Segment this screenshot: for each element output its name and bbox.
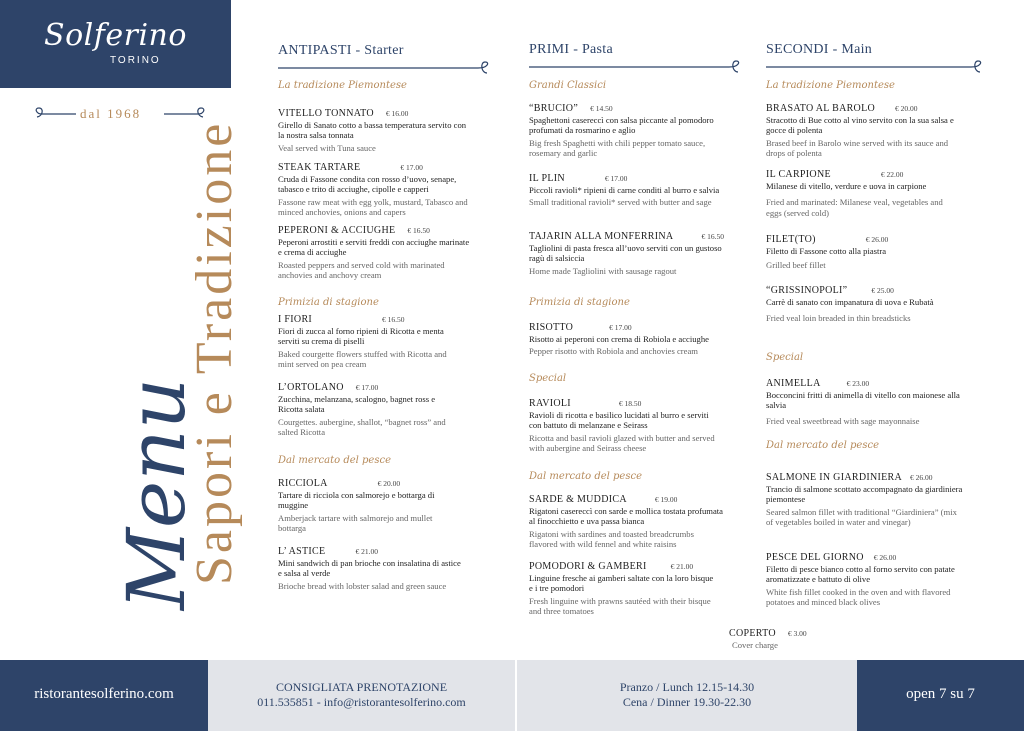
secondi-section-tradition: La tradizione Piemontese	[766, 80, 895, 91]
menu-item: I FIORI € 16.50 Fiori di zucca al forno ripieni di Ricotta e menta serviti su crema di piselli Baked courgette flowers stuffed with Ricotta and mint served on pea cream	[278, 314, 447, 370]
menu-subtitle: Sapori e Tradizione	[186, 120, 243, 585]
menu-item: TAJARIN ALLA MONFERRINA € 16.50 Tagliolini di pasta fresca all’uovo serviti con un gustoso ragù di salsiccia Home made Tagliolini with sausage ragout	[529, 231, 724, 276]
brand-name: Solferino	[44, 18, 187, 53]
secondi-column	[766, 36, 872, 58]
primi-title: PRIMI - Pasta	[529, 42, 614, 57]
menu-item: VITELLO TONNATO € 16.00 Girello di Sanato cotto a bassa temperatura servito con la nostra salsa tonnata Veal served with Tuna sauce	[278, 108, 467, 153]
brand-city: TORINO	[110, 55, 161, 66]
menu-item: L’ORTOLANO € 17.00 Zucchina, melanzana, scalogno, bagnet ross e Ricotta salata Courgettes. aubergine, shallot, “bagnet ross” and salted Ricotta	[278, 382, 446, 438]
primi-column	[529, 36, 613, 58]
secondi-section-special: Special	[766, 352, 804, 363]
menu-item: RAVIOLI € 18.50 Ravioli di ricotta e basilico lucidati al burro e serviti con battuto di melanzane e Seirass Ricotta and basil ravioli glazed with butter and served with aubergine and Seirass cheese	[529, 398, 715, 454]
cover-charge: COPERTO € 3.00 Cover charge	[729, 628, 807, 650]
menu-item: SALMONE IN GIARDINIERA € 26.00 Trancio di salmone scottato accompagnato da giardiniera piemontese Seared salmon fillet with traditional “Giardiniera” (mix of vegetables boiled in water and vinegar)	[766, 472, 963, 528]
secondi-rule-icon	[766, 59, 988, 73]
menu-item: “GRISSINOPOLI” € 25.00 Carrè di sanato con impanatura di uova e Rubatà Fried veal loin breaded in thin breadsticks	[766, 285, 934, 324]
menu-item: PEPERONI & ACCIUGHE € 16.50 Peperoni arrostiti e serviti freddi con acciughe marinate e crema di acciughe Roasted peppers and served cold with marinated anchovies and anchovy cream	[278, 225, 470, 281]
menu-item: STEAK TARTARE € 17.00 Cruda di Fassone condita con rosso d’uovo, senape, tabasco e trito di acciughe, cipolle e capperi Fassone raw meat with egg yolk, mustard, Tabasco and minced anchovies, onions and capers	[278, 162, 468, 218]
open-days: open 7 su 7	[857, 660, 1024, 731]
booking-contact[interactable]: 011.535851 - info@ristorantesolferino.com	[257, 695, 466, 709]
menu-item: FILET(TO) € 26.00 Filetto di Fassone cotto alla piastra Grilled beef fillet	[766, 234, 889, 271]
secondi-title: SECONDI - Main	[766, 42, 873, 57]
primi-section-season: Primizia di stagione	[529, 297, 630, 308]
menu-item: IL PLIN € 17.00 Piccoli ravioli* ripieni di carne conditi al burro e salvia Small traditional ravioli* served with butter and sage	[529, 173, 720, 208]
booking-title: CONSIGLIATA PRENOTAZIONE	[275, 680, 448, 694]
menu-item: RISOTTO € 17.00 Risotto ai peperoni con crema di Robiola e acciughe Pepper risotto with Robiola and anchovies cream	[529, 322, 709, 357]
footer	[0, 660, 1024, 731]
hours-box	[517, 660, 857, 731]
antipasti-title: ANTIPASTI - Starter	[278, 43, 404, 58]
menu-item: RICCIOLA € 20.00 Tartare di ricciola con salmorejo e bottarga di muggine Amberjack tartare with salmorejo and mullet bottarga	[278, 478, 435, 534]
secondi-section-fish: Dal mercato del pesce	[766, 440, 879, 451]
primi-rule-icon	[529, 59, 745, 73]
menu-item: IL CARPIONE € 22.00 Milanese di vitello, verdure e uova in carpione Fried and marinated: Milanese veal, vegetables and eggs (served cold)	[766, 169, 943, 218]
primi-section-classics: Grandi Classici	[529, 80, 607, 91]
antipasti-section-tradition: La tradizione Piemontese	[278, 80, 407, 91]
since-banner	[30, 104, 210, 124]
antipasti-section-fish: Dal mercato del pesce	[278, 455, 391, 466]
menu-item: L’ ASTICE € 21.00 Mini sandwich di pan brioche con insalatina di astice e salsa al verde Brioche bread with lobster salad and green sauce	[278, 546, 461, 591]
antipasti-rule-icon	[278, 60, 494, 74]
menu-item: SARDE & MUDDICA € 19.00 Rigatoni casereccì con sarde e mollica tostata profumata al finocchietto e uva passa bianca Rigatoni with sardines and toasted breadcrumbs flavored with wild fennel and white raisins	[529, 494, 723, 550]
menu-item: PESCE DEL GIORNO € 26.00 Filetto di pesce bianco cotto al forno servito con patate aromatizzate e battuto di olive White fish fillet cooked in the oven and with flavored potatoes and minced black olives	[766, 552, 955, 608]
antipasti-section-season: Primizia di stagione	[278, 297, 379, 308]
menu-item: POMODORI & GAMBERI € 21.00 Linguine fresche ai gamberi saltate con la loro bisque e i tre pomodori Fresh linguine with prawns sautéed with their bisque and three tomatoes	[529, 561, 714, 617]
lunch-hours: Pranzo / Lunch 12.15-14.30	[619, 680, 755, 694]
flourish-left-icon	[30, 104, 78, 124]
booking-box	[208, 660, 515, 731]
menu-item: BRASATO AL BAROLO € 20.00 Stracotto di Bue cotto al vino servito con la sua salsa e gocce di polenta Brased beef in Barolo wine served with its sauce and drops of polenta	[766, 103, 954, 159]
website-link[interactable]: ristorantesolferino.com	[0, 660, 208, 731]
dinner-hours: Cena / Dinner 19.30-22.30	[622, 695, 752, 709]
logo-box	[0, 0, 231, 88]
menu-title: Menu	[110, 377, 203, 610]
menu-item: “BRUCIO” € 14.50 Spaghettoni casereccì con salsa piccante al pomodoro profumati da rosmarino e aglio Big fresh Spaghetti with chili pepper tomato sauce, rosemary and garlic	[529, 103, 714, 159]
menu-item: ANIMELLA € 23.00 Bocconcini fritti di animella di vitello con maionese alla salvia Fried veal sweetbread with sage mayonnaise	[766, 378, 960, 426]
primi-section-special: Special	[529, 373, 567, 384]
since-text: dal 1968	[80, 106, 142, 121]
primi-section-fish: Dal mercato del pesce	[529, 471, 642, 482]
antipasti-column	[278, 36, 404, 59]
